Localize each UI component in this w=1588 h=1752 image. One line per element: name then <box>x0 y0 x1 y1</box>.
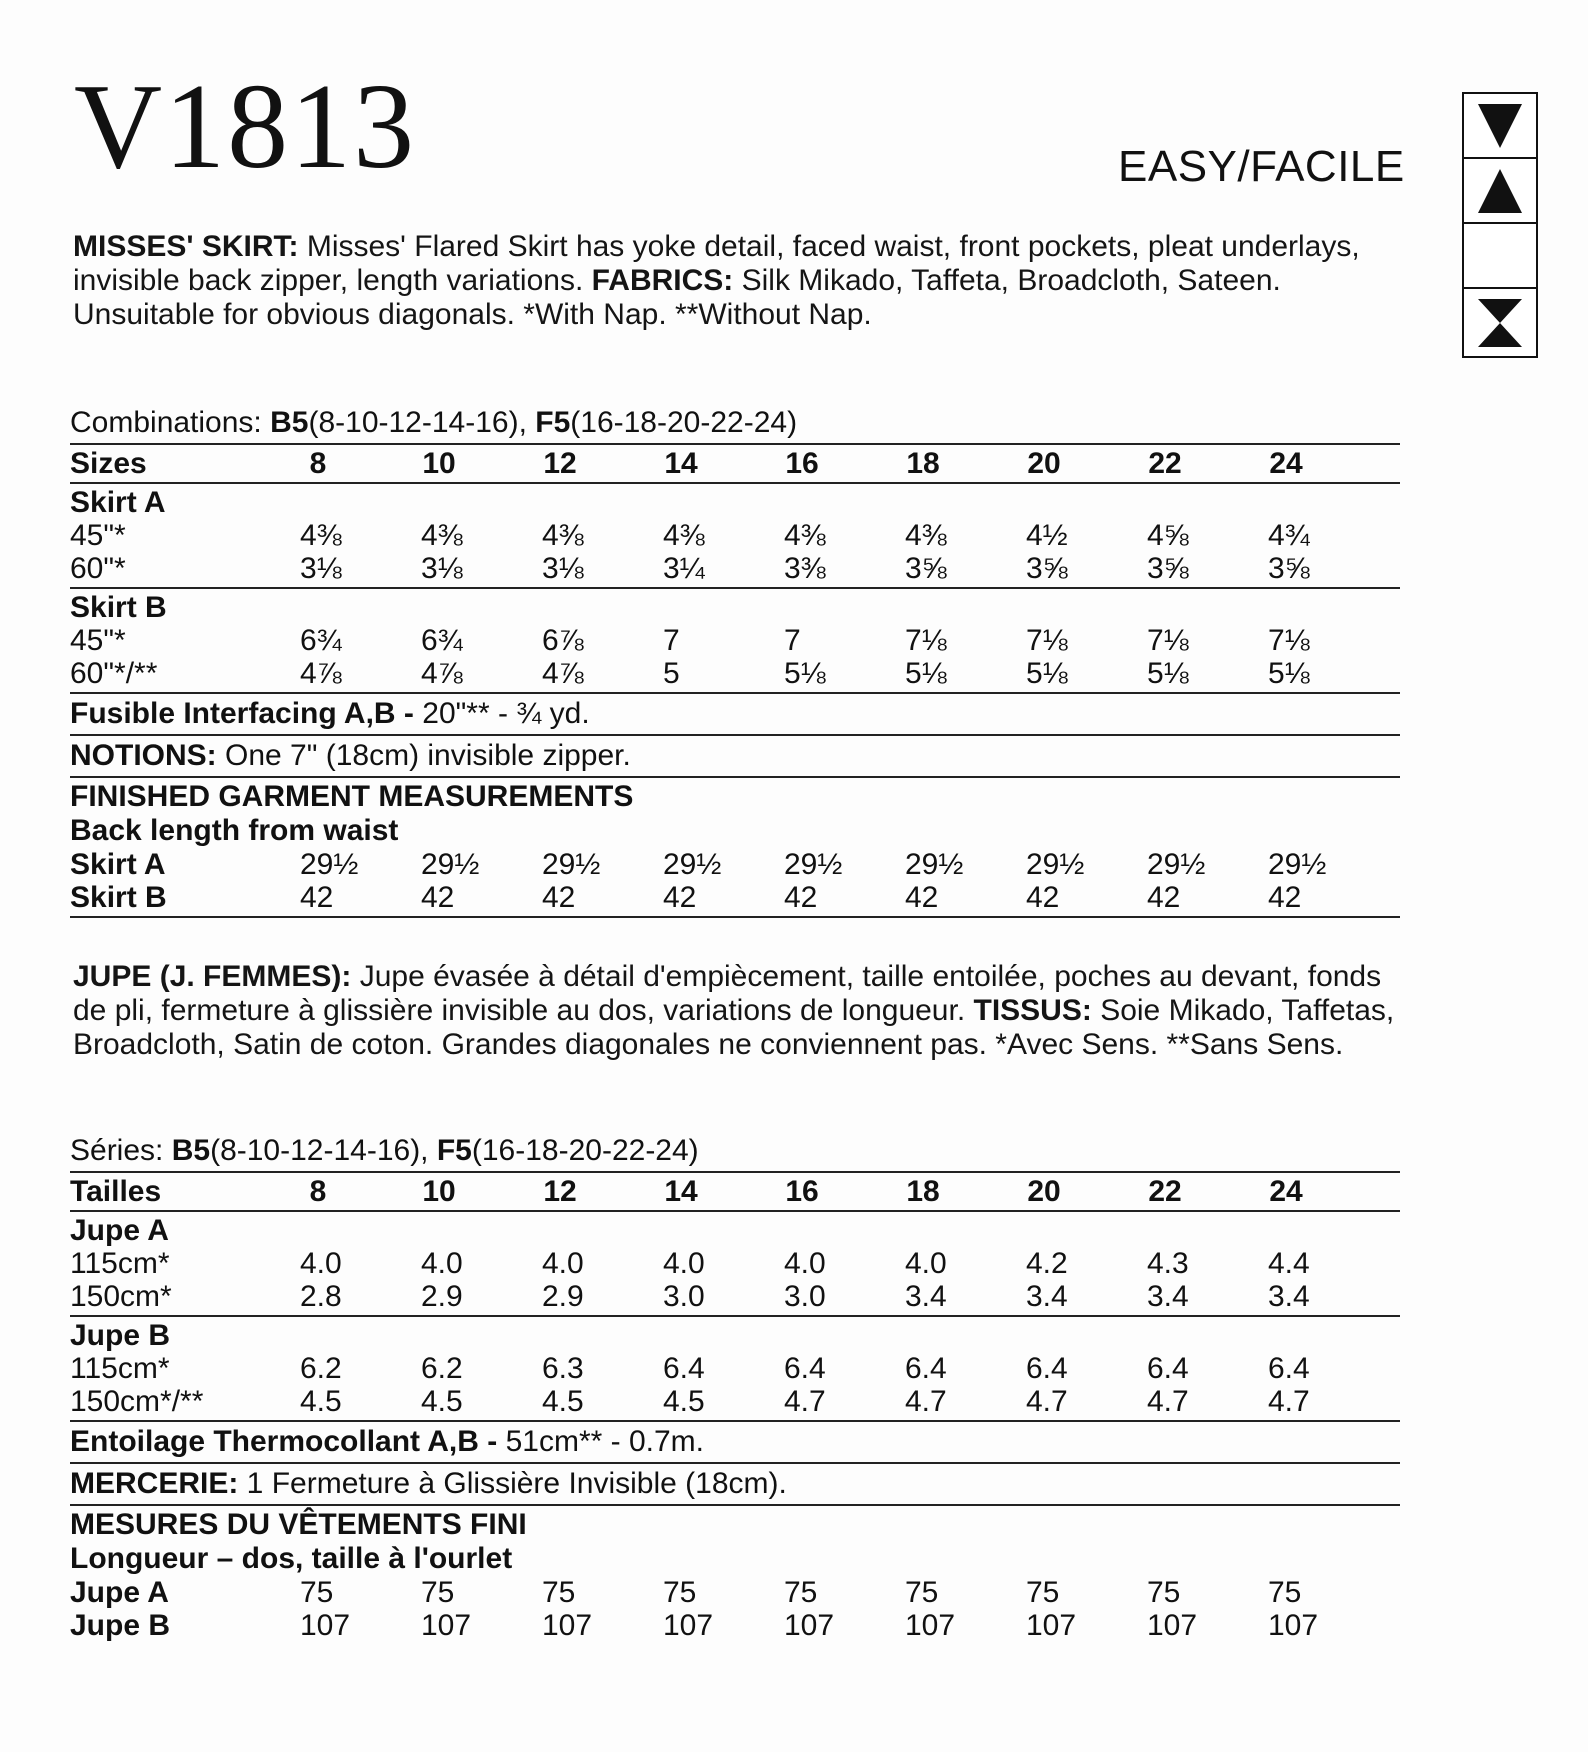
table-cell: 42 <box>663 881 697 914</box>
table-cell: 29½ <box>784 848 843 881</box>
finished-subtitle: Back length from waist <box>70 814 399 847</box>
desc-text: Misses' Flared Skirt has yoke detail, faced waist, front pockets, pleat underlays, invisible back zipper, length variations. <box>73 230 1360 297</box>
table-cell: 4.7 <box>1147 1385 1189 1418</box>
table-cell: 107 <box>905 1609 956 1642</box>
table-cell: 6.4 <box>784 1352 826 1385</box>
table-cell: 29½ <box>905 848 964 881</box>
table-cell: 75 <box>542 1576 576 1609</box>
table-row <box>70 1385 1400 1418</box>
table-cell: 4.5 <box>421 1385 463 1418</box>
size-header-cell: 20 <box>1027 447 1061 480</box>
table-cell: 107 <box>1147 1609 1198 1642</box>
table-cell: 2.9 <box>542 1280 584 1313</box>
sizes-label: Sizes <box>70 447 147 480</box>
table-cell: 6.3 <box>542 1352 584 1385</box>
table-cell: 2.8 <box>300 1280 342 1313</box>
table-cell: 4.2 <box>1026 1247 1068 1280</box>
table-cell: 42 <box>1268 881 1302 914</box>
table-cell: 29½ <box>542 848 601 881</box>
table-cell: 3⅜ <box>784 552 826 585</box>
table-cell: 3.4 <box>905 1280 947 1313</box>
pattern-number: V1813 <box>74 59 417 194</box>
table-cell: 5⅛ <box>1026 657 1068 690</box>
table-cell: 42 <box>542 881 576 914</box>
fabrics-label: FABRICS: <box>591 264 734 297</box>
row-label: Skirt A <box>70 848 166 881</box>
row-label: 45"* <box>70 519 126 552</box>
fabrics-text: Soie Mikado, Taffetas, Broadcloth, Satin de coton. Grandes diagonales ne conviennent pas. *Avec Sens. **Sans Sens. <box>73 994 1395 1061</box>
row-label: Jupe A <box>70 1576 169 1609</box>
table-row <box>70 881 1400 914</box>
table-row <box>70 848 1400 881</box>
table-row <box>70 552 1400 585</box>
table-cell: 6.2 <box>421 1352 463 1385</box>
notions-line: MERCERIE: 1 Fermeture à Glissière Invisible (18cm). <box>70 1467 787 1500</box>
interfacing-line: Fusible Interfacing A,B - 20"** - ¾ yd. <box>70 697 590 730</box>
table-cell: 4.0 <box>542 1247 584 1280</box>
table-cell: 3¼ <box>663 552 705 585</box>
table-cell: 107 <box>1268 1609 1319 1642</box>
table-cell: 107 <box>663 1609 714 1642</box>
sizes-label: Tailles <box>70 1175 162 1208</box>
table-cell: 75 <box>663 1576 697 1609</box>
table-cell: 4.5 <box>542 1385 584 1418</box>
sizes-header-row <box>70 447 1400 480</box>
table-cell: 4⅜ <box>300 519 342 552</box>
table-row <box>70 1609 1400 1642</box>
skirt-a-label: Skirt A <box>70 486 166 519</box>
finished-title: MESURES DU VÊTEMENTS FINI <box>70 1508 527 1541</box>
table-cell: 107 <box>421 1609 472 1642</box>
table-row <box>70 1247 1400 1280</box>
table-cell: 4.7 <box>784 1385 826 1418</box>
table-cell: 75 <box>421 1576 455 1609</box>
table-cell: 4⅜ <box>663 519 705 552</box>
table-cell: 6.4 <box>1147 1352 1189 1385</box>
notions-line: NOTIONS: One 7" (18cm) invisible zipper. <box>70 739 631 772</box>
table-cell: 4⅜ <box>421 519 463 552</box>
difficulty-label: EASY/FACILE <box>1118 142 1405 191</box>
table-cell: 75 <box>784 1576 818 1609</box>
table-cell: 42 <box>784 881 818 914</box>
table-cell: 6¾ <box>300 624 342 657</box>
table-cell: 4.7 <box>1026 1385 1068 1418</box>
size-header-cell: 24 <box>1269 1175 1303 1208</box>
table-cell: 4.3 <box>1147 1247 1189 1280</box>
table-cell: 107 <box>1026 1609 1077 1642</box>
row-label: 115cm* <box>70 1352 170 1385</box>
table-cell: 4.0 <box>300 1247 342 1280</box>
table-cell: 75 <box>1268 1576 1302 1609</box>
size-header-cell: 14 <box>664 1175 698 1208</box>
table-cell: 4.5 <box>663 1385 705 1418</box>
table-cell: 5⅛ <box>784 657 826 690</box>
table-cell: 5⅛ <box>905 657 947 690</box>
table-cell: 29½ <box>1268 848 1327 881</box>
row-label: Skirt B <box>70 881 167 914</box>
table-cell: 4.5 <box>300 1385 342 1418</box>
table-cell: 29½ <box>300 848 359 881</box>
table-cell: 4.4 <box>1268 1247 1310 1280</box>
blank-cell <box>1464 224 1536 287</box>
table-cell: 4⅜ <box>784 519 826 552</box>
table-cell: 4.0 <box>663 1247 705 1280</box>
table-cell: 6.2 <box>300 1352 342 1385</box>
row-label: 60"* <box>70 552 126 585</box>
table-cell: 29½ <box>1147 848 1206 881</box>
skirt-b-label: Jupe B <box>70 1319 171 1352</box>
table-cell: 29½ <box>421 848 480 881</box>
table-cell: 4¾ <box>1268 519 1310 552</box>
size-header-cell: 18 <box>906 1175 940 1208</box>
table-row <box>70 519 1400 552</box>
table-cell: 42 <box>1026 881 1060 914</box>
table-cell: 4.7 <box>1268 1385 1310 1418</box>
table-cell: 4⅞ <box>421 657 463 690</box>
size-header-cell: 8 <box>309 1175 327 1208</box>
row-label: 150cm*/** <box>70 1385 204 1418</box>
table-cell: 3.0 <box>784 1280 826 1313</box>
hourglass-icon <box>1464 289 1536 352</box>
table-cell: 3.4 <box>1026 1280 1068 1313</box>
table-cell: 3⅝ <box>905 552 947 585</box>
table-cell: 7⅛ <box>905 624 947 657</box>
combinations-line: Combinations: B5(8-10-12-14-16), F5(16-18-20-22-24) <box>70 406 798 439</box>
table-cell: 5⅛ <box>1268 657 1310 690</box>
fabrics-label: TISSUS: <box>973 994 1092 1027</box>
table-cell: 42 <box>421 881 455 914</box>
table-cell: 4.0 <box>784 1247 826 1280</box>
table-cell: 5⅛ <box>1147 657 1189 690</box>
table-cell: 107 <box>300 1609 351 1642</box>
table-cell: 3⅛ <box>300 552 342 585</box>
row-label: 115cm* <box>70 1247 170 1280</box>
desc-title: MISSES' SKIRT: <box>73 230 299 263</box>
table-cell: 4⅞ <box>542 657 584 690</box>
table-cell: 29½ <box>1026 848 1085 881</box>
table-cell: 42 <box>300 881 334 914</box>
nap-symbol-box <box>1462 92 1538 358</box>
table-cell: 4.0 <box>421 1247 463 1280</box>
sizes-header-row <box>70 1175 1400 1208</box>
table-cell: 7⅛ <box>1026 624 1068 657</box>
size-header-cell: 20 <box>1027 1175 1061 1208</box>
size-header-cell: 10 <box>422 447 456 480</box>
table-cell: 6.4 <box>905 1352 947 1385</box>
row-label: Jupe B <box>70 1609 171 1642</box>
table-cell: 3.4 <box>1268 1280 1310 1313</box>
table-cell: 107 <box>784 1609 835 1642</box>
desc-title: JUPE (J. FEMMES): <box>73 960 352 993</box>
table-cell: 107 <box>542 1609 593 1642</box>
english-description <box>73 230 1403 332</box>
triangle-up-icon <box>1464 159 1536 222</box>
table-cell: 7⅛ <box>1268 624 1310 657</box>
table-cell: 75 <box>905 1576 939 1609</box>
table-cell: 4.7 <box>905 1385 947 1418</box>
table-cell: 2.9 <box>421 1280 463 1313</box>
size-header-cell: 10 <box>422 1175 456 1208</box>
table-cell: 4½ <box>1026 519 1068 552</box>
table-cell: 75 <box>1026 1576 1060 1609</box>
triangle-down-icon <box>1464 94 1536 157</box>
table-cell: 6⅞ <box>542 624 584 657</box>
size-header-cell: 14 <box>664 447 698 480</box>
table-cell: 3.4 <box>1147 1280 1189 1313</box>
table-cell: 6¾ <box>421 624 463 657</box>
table-cell: 7 <box>663 624 680 657</box>
row-label: 45"* <box>70 624 126 657</box>
table-cell: 4⅝ <box>1147 519 1189 552</box>
table-cell: 3⅝ <box>1268 552 1310 585</box>
row-label: 60"*/** <box>70 657 158 690</box>
table-cell: 75 <box>1147 1576 1181 1609</box>
size-header-cell: 12 <box>543 447 577 480</box>
table-cell: 6.4 <box>1026 1352 1068 1385</box>
interfacing-line: Entoilage Thermocollant A,B - 51cm** - 0.7m. <box>70 1425 704 1458</box>
combinations-line: Séries: B5(8-10-12-14-16), F5(16-18-20-22-24) <box>70 1134 699 1167</box>
table-row <box>70 1352 1400 1385</box>
table-row <box>70 657 1400 690</box>
size-header-cell: 8 <box>309 447 327 480</box>
table-cell: 4⅜ <box>542 519 584 552</box>
size-header-cell: 16 <box>785 1175 819 1208</box>
table-cell: 7⅛ <box>1147 624 1189 657</box>
french-yardage-table <box>70 1133 1400 1642</box>
desc-text: Jupe évasée à détail d'empiècement, taille entoilée, poches au devant, fonds de pli, fermeture à glissière invisible au dos, variations de longueur. <box>73 960 1382 1027</box>
table-cell: 42 <box>1147 881 1181 914</box>
table-cell: 6.4 <box>663 1352 705 1385</box>
table-cell: 3⅛ <box>542 552 584 585</box>
size-header-cell: 16 <box>785 447 819 480</box>
fabrics-text: Silk Mikado, Taffeta, Broadcloth, Sateen. Unsuitable for obvious diagonals. *With Nap. **Without Nap. <box>73 264 1281 331</box>
table-cell: 3⅛ <box>421 552 463 585</box>
table-cell: 6.4 <box>1268 1352 1310 1385</box>
table-cell: 42 <box>905 881 939 914</box>
table-cell: 75 <box>300 1576 334 1609</box>
skirt-b-label: Skirt B <box>70 591 167 624</box>
table-row <box>70 624 1400 657</box>
row-label: 150cm* <box>70 1280 172 1313</box>
table-cell: 4.0 <box>905 1247 947 1280</box>
skirt-a-label: Jupe A <box>70 1214 169 1247</box>
english-yardage-table <box>70 405 1400 920</box>
table-cell: 29½ <box>663 848 722 881</box>
table-cell: 3⅝ <box>1026 552 1068 585</box>
size-header-cell: 18 <box>906 447 940 480</box>
size-header-cell: 24 <box>1269 447 1303 480</box>
size-header-cell: 22 <box>1148 1175 1182 1208</box>
table-cell: 4⅞ <box>300 657 342 690</box>
table-cell: 3.0 <box>663 1280 705 1313</box>
table-row <box>70 1280 1400 1313</box>
size-header-cell: 22 <box>1148 447 1182 480</box>
size-header-cell: 12 <box>543 1175 577 1208</box>
table-cell: 5 <box>663 657 680 690</box>
french-description <box>73 960 1403 1062</box>
finished-title: FINISHED GARMENT MEASUREMENTS <box>70 780 634 813</box>
table-row <box>70 1576 1400 1609</box>
table-cell: 4⅜ <box>905 519 947 552</box>
table-cell: 7 <box>784 624 801 657</box>
finished-subtitle: Longueur – dos, taille à l'ourlet <box>70 1542 513 1575</box>
table-cell: 3⅝ <box>1147 552 1189 585</box>
